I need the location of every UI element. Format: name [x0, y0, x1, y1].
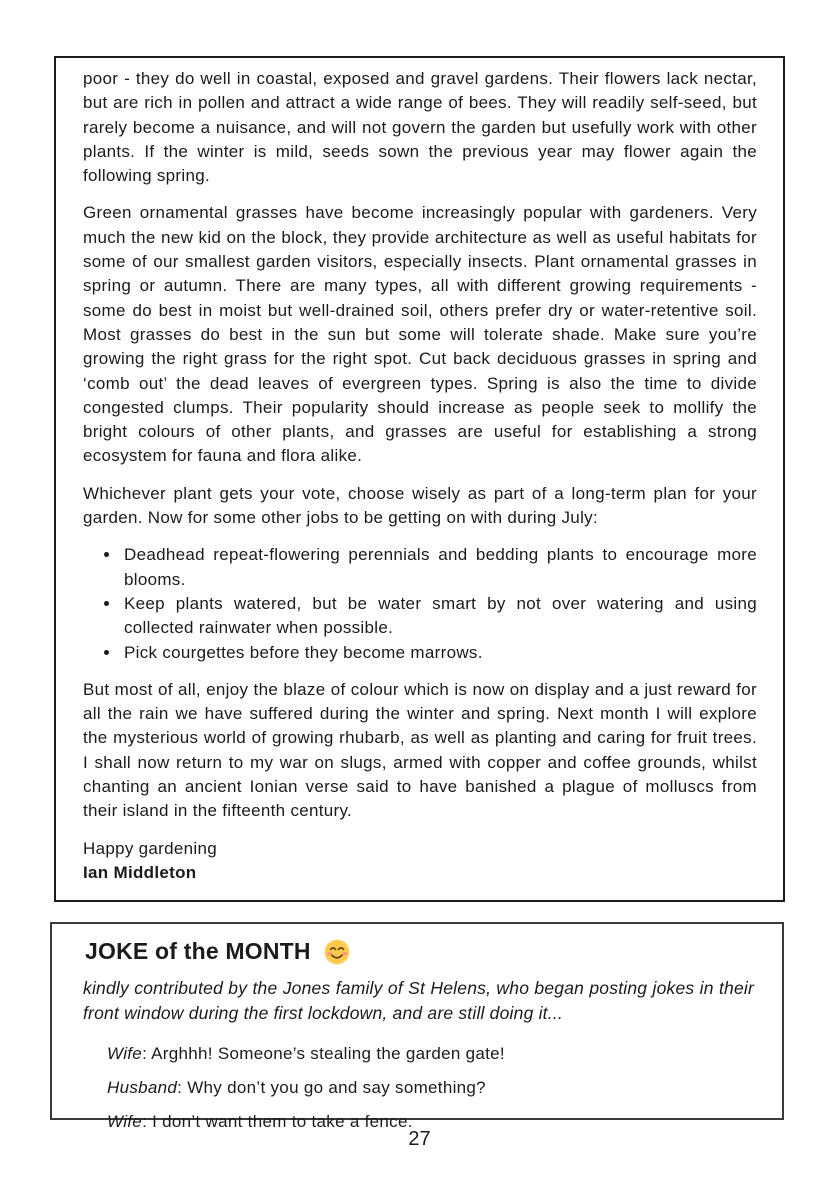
joke-of-the-month-box — [50, 922, 784, 1131]
joke-speech: : Why don’t you go and say something? — [177, 1078, 486, 1097]
article-paragraph: Green ornamental grasses have become increasingly popular with gardeners. Very much the new kid on the block, they provide architecture as well as useful habitats for some of our smallest garden visitors, especially insects. Plant ornamental grasses in spring or autumn. There are many types, all with different growing requirements - some do best in moist but well-drained soil, others prefer dry or water-retentive soil. Most grasses do best in the sun but some will tolerate shade. Make sure you’re growing the right grass for the right spot. Cut back deciduous grasses in spring and ‘comb out’ the dead leaves of evergreen types. Spring is also the time to divide congested clumps. Their popularity should increase as people seek to mollify the bright colours of other plants, and grasses are useful for establishing a strong ecosystem for fauna and flora alike. — [83, 203, 757, 466]
joke-speaker: Husband — [107, 1078, 178, 1097]
joke-speech: : Arghhh! Someone’s stealing the garden gate! — [142, 1044, 505, 1063]
list-item: • Deadhead repeat-flowering perennials and bedding plants to encourage more blooms. — [121, 543, 757, 592]
article-paragraph: But most of all, enjoy the blaze of colour which is now on display and a just reward for all the rain we have suffered during the winter and spring. Next month I will explore the mysterious world of growing rhubarb, as well as planting and caring for fruit trees. I shall now return to my war on slugs, armed with copper and coffee grounds, whilst chanting an ancient Ionian verse said to have banished a plague of molluscs from their island in the fifteenth century. — [83, 679, 757, 821]
article-paragraph: Whichever plant gets your vote, choose wisely as part of a long-term plan for your garden. Now for some other jobs to be getting on with during July: — [83, 483, 757, 528]
article-author: Ian Middleton — [83, 862, 197, 882]
joke-line — [83, 1075, 754, 1100]
joke-speaker: Wife — [107, 1044, 143, 1063]
page-number: 27 — [408, 1128, 431, 1150]
article-paragraph: poor - they do well in coastal, exposed and gravel gardens. Their flowers lack nectar, but are rich in pollen and attract a wide range of bees. They will readily self-seed, but rarely become a nuisance, and will not govern the garden but usefully work with other plants. If the winter is mild, seeds sown the previous year may flower again the following spring. — [83, 69, 757, 186]
joke-line — [83, 1041, 754, 1066]
article-signoff: Happy gardening — [83, 838, 217, 858]
joke-speaker: Wife — [107, 1112, 143, 1131]
list-item: • Pick courgettes before they become marrows. — [121, 641, 757, 665]
list-item: • Keep plants watered, but be water smart by not over watering and using collected rainwater when possible. — [121, 592, 757, 641]
joke-title-text: JOKE of the MONTH — [85, 938, 311, 964]
july-jobs-list — [83, 543, 757, 664]
joke-speech: : I don’t want them to take a fence. — [142, 1112, 413, 1131]
joke-title — [85, 938, 754, 965]
smiling-face-emoji-icon — [324, 939, 350, 965]
gardening-article-box — [54, 56, 785, 902]
joke-attribution: kindly contributed by the Jones family of St Helens, who began posting jokes in their front window during the first lockdown, and are still doing it... — [83, 978, 754, 1023]
